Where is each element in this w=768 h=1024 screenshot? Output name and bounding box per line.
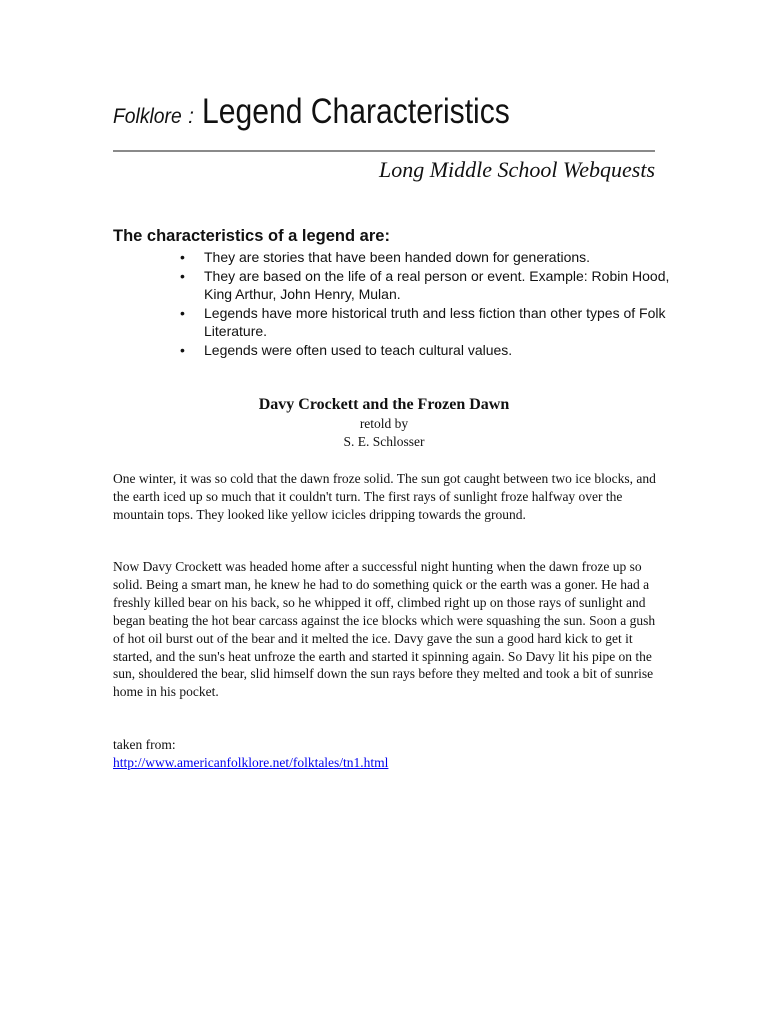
list-item-text: They are stories that have been handed down for generations. [204,249,591,265]
list-item [176,248,676,266]
header-separator: : [188,105,194,128]
bullet-icon: • [180,342,185,358]
story-title: Davy Crockett and the Frozen Dawn [258,396,510,413]
retold-by-label: retold by [359,416,409,431]
page-subtitle: Long Middle School Webquests [379,157,655,182]
bullet-icon: • [180,249,185,265]
page-header [113,92,560,132]
characteristics-heading: The characteristics of a legend are: [113,227,390,245]
source-label: taken from: [113,737,176,752]
list-item [176,267,676,303]
story-paragraph: One winter, it was so cold that the dawn froze solid. The sun got caught between two ice blocks, and the earth iced up so much that it couldn't turn. The first rays of sunlight froze halfway over the mountain tops. They looked like yellow icicles dripping towards the ground. [113,471,656,522]
page-title: Legend Characteristics [202,92,511,131]
header-prefix: Folklore [113,105,182,128]
source-link[interactable]: http://www.americanfolklore.net/folktales/tn1.html [113,755,389,770]
story-paragraph: Now Davy Crockett was headed home after a successful night hunting when the dawn froze up so solid. Being a smart man, he knew he had to do something quick or the earth was a goner. He had a freshly killed bear on his back, so he whipped it off, climbed right up on those rays of sunlight and began beating the hot bear carcass against the ice blocks which were squashing the sun. Soon a gush of hot oil burst out of the bear and it melted the ice. Davy gave the sun a good hard kick to get it started, and the sun's heat unfroze the earth and started it spinning again. So Davy lit his pipe on the sun, shouldered the bear, slid himself down the sun rays before they melted and took a bit of sunrise home in his pocket. [113,559,656,700]
list-item [176,341,676,359]
bullet-icon: • [180,268,185,284]
characteristics-list [176,248,676,360]
header-divider [113,150,655,152]
list-item [176,304,676,340]
list-item-text: They are based on the life of a real person or event. Example: Robin Hood, King Arthur, John Henry, Mulan. [204,268,670,302]
bullet-icon: • [180,305,185,321]
list-item-text: Legends were often used to teach cultural values. [204,342,513,358]
story-author: S. E. Schlosser [343,434,425,449]
list-item-text: Legends have more historical truth and less fiction than other types of Folk Literature. [204,305,666,339]
